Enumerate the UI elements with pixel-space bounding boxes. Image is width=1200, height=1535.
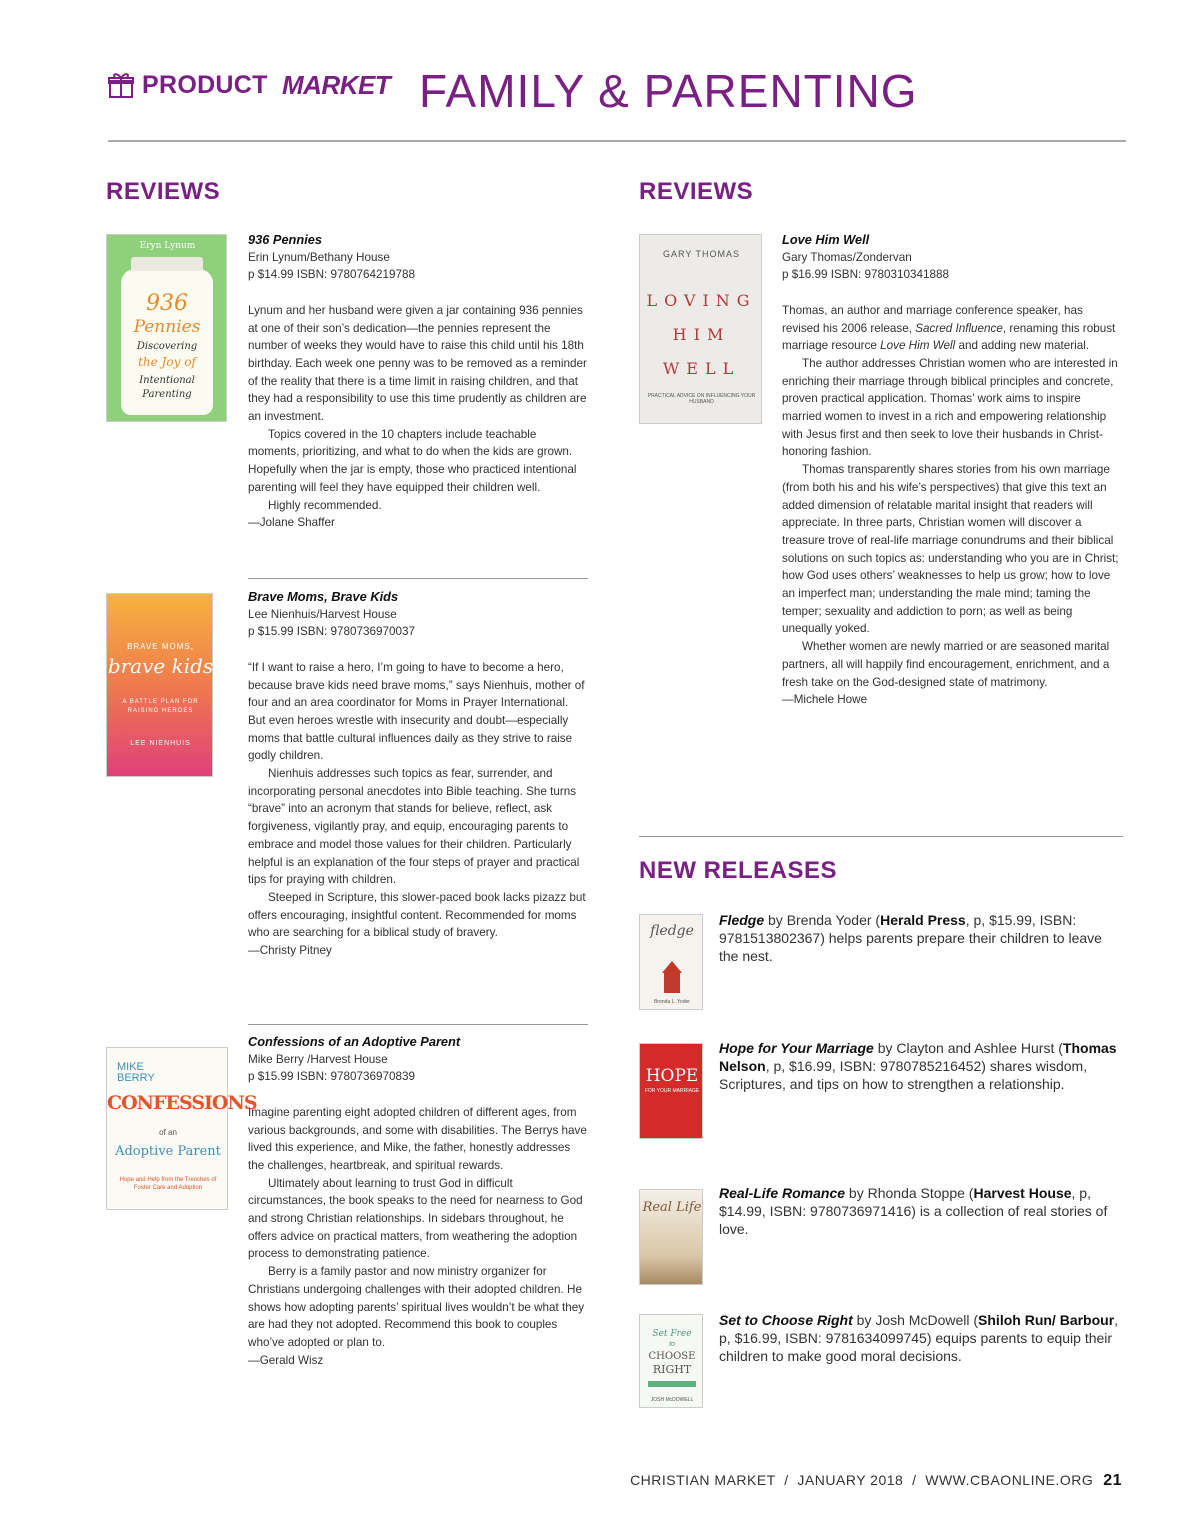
cover-sub-2: the Joy of (138, 355, 196, 369)
cover-script-title: brave kids (107, 654, 214, 678)
brand-market: MARKET (282, 70, 391, 100)
footer-text: CHRISTIAN MARKET / JANUARY 2018 / WWW.CBAONLINE.ORG (630, 1472, 1094, 1488)
review-paragraph: Ultimately about learning to trust God in difficult circumstances, the book speaks to the need for nearness to God and strong Christian relationships. In sidebars throughout, he offers advice on practical matters, from weathering the adoption process to demonstrating patience. (248, 1176, 583, 1261)
cover-author-1: MIKE (117, 1061, 144, 1073)
birdhouse-roof (662, 961, 682, 973)
review-text (248, 231, 588, 532)
review-paragraph: Thomas transparently shares stories from his own marriage (from both his and his wife’s perspectives) that give this text an added dimension of relatable marital insight that readers will appreciate. In three parts, Christian women will discover a treasure trove of real-life marriage conundrums and their biblical solutions on such topics as: understanding who you are in Christ; how God uses others’ weaknesses to help us grow; how to love an imperfect man; understanding the male mind; taming the temper; sexuality and addiction to porn; as well as being unequally yoked. (782, 463, 1119, 636)
left-reviews-heading: REVIEWS (106, 178, 221, 205)
price-isbn: p $15.99 ISBN: 9780736970839 (248, 1070, 416, 1084)
cover-sub: A BATTLE PLAN FOR RAISING HEROES (122, 699, 199, 714)
author-publisher: Mike Berry /Harvest House (248, 1052, 388, 1066)
price-isbn: p $14.99 ISBN: 9780764219788 (248, 268, 416, 282)
cover-title-2: to (669, 1341, 675, 1348)
review-paragraph: Lynum and her husband were given a jar containing 936 pennies at one of their son’s dedication—the pennies represent the number of weeks they would have to raise this child until his 18th birthday. Each week one penny was to be removed as a reminder of the reality that there is a time limit in raising children, and that they had a responsibility to use this time prudently as children are an investment. (248, 303, 587, 424)
author-publisher: Gary Thomas/Zondervan (782, 250, 912, 264)
cover-title: HOPE (645, 1066, 699, 1086)
price-isbn: p $16.99 ISBN: 9780310341888 (782, 268, 950, 282)
cover-of: of an (159, 1128, 177, 1137)
release-title: Set to Choose Right (719, 1312, 853, 1328)
cover-sub-3: Intentional (139, 375, 195, 386)
book-title: Love Him Well (782, 232, 870, 247)
review-paragraph: Highly recommended. (268, 498, 382, 512)
page-footer (630, 1472, 1122, 1490)
cover-author: Eryn Lynum (139, 241, 196, 251)
review-paragraph: Steeped in Scripture, this slower-paced book lacks pizazz but offers encouraging, insightful content. Recommended for moms who are searching for a biblical study of bravery. (248, 890, 586, 940)
birdhouse-body (664, 973, 680, 993)
jar-lid (131, 257, 203, 271)
book-cover-936-pennies (106, 234, 227, 422)
header-rule (108, 140, 1126, 142)
release-text: Real-Life Romance by Rhonda Stoppe (Harvest House, p, $14.99, ISBN: 9780736971416) is a collection of real stories of love. (719, 1185, 1108, 1237)
cover-top: BRAVE MOMS, (127, 642, 194, 651)
cover-band (648, 1381, 696, 1387)
release-publisher: Herald Press (880, 912, 966, 928)
release-text: Set to Choose Right by Josh McDowell (Shiloh Run/ Barbour, p, $16.99, ISBN: 9781634099745) equips parents to equip their children to make good moral decisions. (719, 1312, 1119, 1364)
cover-title-4: RIGHT (652, 1363, 692, 1376)
author-publisher: Erin Lynum/Bethany House (248, 250, 390, 264)
book-cover-love-him-well (639, 234, 762, 424)
book-cover-real-life-romance (639, 1189, 703, 1285)
cover-author: Brenda L. Yoder (654, 999, 690, 1005)
brand-product: PRODUCT (142, 71, 268, 99)
review-paragraph: Whether women are newly married or are seasoned marital partners, all will happily find encouragement, enrichment, and a fresh take on the God-designed state of matrimony. (782, 640, 1110, 689)
cover-line-3: WELL (662, 359, 741, 378)
cover-title-3: CHOOSE (648, 1351, 696, 1362)
book-title: Brave Moms, Brave Kids (248, 589, 399, 604)
cover-sub: Hope and Help from the Trenches of Foster Care and Adoption (119, 1177, 217, 1191)
review-separator (248, 1024, 588, 1025)
release-title: Real-Life Romance (719, 1185, 846, 1201)
reviewer: —Gerald Wisz (248, 1353, 324, 1367)
cover-line-2: HIM (672, 325, 731, 344)
cover-sub: FOR YOUR MARRIAGE (644, 1088, 700, 1094)
review-paragraph: Thomas, an author and marriage conference speaker, has revised his 2006 release, Sacred Influence, renaming this robust marriage resource Love Him Well and adding new material. (782, 303, 1116, 353)
cover-sub-4: Parenting (142, 389, 192, 400)
new-releases-heading: NEW RELEASES (639, 857, 838, 884)
review-text (248, 588, 588, 960)
cover-author: JOSH McDOWELL (650, 1397, 694, 1403)
book-cover-fledge (639, 914, 703, 1010)
cover-line-1: LOVING (646, 291, 757, 310)
book-cover-hope (639, 1043, 703, 1139)
reviewer: —Michele Howe (782, 693, 868, 707)
cover-author-2: BERRY (117, 1072, 155, 1084)
cover-title: fledge (650, 923, 694, 939)
review-paragraph: Nienhuis addresses such topics as fear, surrender, and incorporating personal anecdotes into Bible teaching. She turns “brave” into an acronym that stands for believe, reflect, ask forgiveness, vigilantly pray, and equip, encouraging parents to embrace and model those values for their children. Particularly helpful is an explanation of the four steps of prayer and practical tips for praying with children. (248, 767, 580, 887)
release-title: Hope for Your Marriage (719, 1040, 874, 1056)
cover-title: CONFESSIONS (107, 1092, 257, 1114)
cover-sub-1: Discovering (136, 341, 198, 352)
book-cover-brave-moms (106, 593, 213, 777)
review-text (782, 231, 1122, 709)
reviewer: —Christy Pitney (248, 944, 332, 958)
cover-author: GARY THOMAS (662, 249, 741, 259)
author-publisher: Lee Nienhuis/Harvest House (248, 607, 397, 621)
cover-title-word: Pennies (133, 317, 201, 337)
price-isbn: p $15.99 ISBN: 9780736970037 (248, 625, 416, 639)
release-text: Fledge by Brenda Yoder (Herald Press, p, $15.99, ISBN: 9781513802367) helps parents prepare their children to leave the nest. (719, 912, 1102, 964)
page-number: 21 (1103, 1472, 1122, 1489)
cover-title-2: Adoptive Parent (115, 1144, 221, 1159)
page-header (106, 66, 1126, 126)
book-cover-set-to-choose-right (639, 1314, 703, 1408)
release-text: Hope for Your Marriage by Clayton and Ashlee Hurst (Thomas Nelson, p, $16.99, ISBN: 9780785216452) shares wisdom, Scriptures, and tips on how to strengthen a relationship. (719, 1040, 1117, 1092)
release-publisher: Thomas Nelson (719, 1040, 1117, 1074)
review-paragraph: “If I want to raise a hero, I’m going to have to become a hero, because brave kids need brave moms,” says Nienhuis, mother of four and an area coordinator for Moms in Prayer International. But even heroes wrestle with insecurity and doubt—especially moms that battle cultural influences daily as they strive to raise godly children. (248, 660, 585, 763)
cover-sub: PRACTICAL ADVICE ON INFLUENCING YOUR HUSBAND (647, 393, 756, 405)
right-reviews-heading: REVIEWS (639, 178, 754, 205)
cover-title: Real Life (642, 1200, 702, 1215)
cover-author: LEE NIENHUIS (130, 740, 191, 747)
reviewer: —Jolane Shaffer (248, 516, 335, 530)
book-title: Confessions of an Adoptive Parent (248, 1034, 461, 1049)
cover-title-1: Set Free (652, 1329, 692, 1339)
cover-title-number: 936 (146, 291, 188, 316)
release-publisher: Shiloh Run/ Barbour (978, 1312, 1115, 1328)
review-text (248, 1033, 588, 1369)
review-paragraph: Berry is a family pastor and now ministry organizer for Christians undergoing challenges with their adopted children. He shows how adopting parents’ spiritual lives wouldn’t be what they are had they not adopted. Recommend this book to couples who’ve adopted or plan to. (248, 1265, 585, 1349)
section-separator (639, 836, 1123, 837)
section-title: FAMILY & PARENTING (419, 65, 918, 117)
book-title: 936 Pennies (248, 232, 322, 247)
review-paragraph: The author addresses Christian women who are interested in enriching their marriage through biblical principles and concrete, proven practical application. Thomas’ work aims to inspire married women to invest in a rich and empowering relationship with Jesus first and then seek to love their husbands in Christ-honoring fashion. (782, 356, 1118, 459)
gift-icon (108, 71, 134, 99)
review-paragraph: Topics covered in the 10 chapters include teachable moments, prioritizing, and what to do when the kids are grown. Hopefully when the jar is empty, those who practiced intentional parenting will feel they have equipped their children well. (248, 427, 577, 494)
review-paragraph: Imagine parenting eight adopted children of different ages, from various backgrounds, and some with disabilities. The Berrys have lived this experience, and Mike, the father, honestly addresses the challenges, heartbreak, and spiritual rewards. (248, 1105, 587, 1172)
book-cover-confessions (106, 1047, 257, 1210)
release-publisher: Harvest House (973, 1185, 1072, 1201)
review-separator (248, 578, 588, 579)
release-title: Fledge (719, 912, 765, 928)
